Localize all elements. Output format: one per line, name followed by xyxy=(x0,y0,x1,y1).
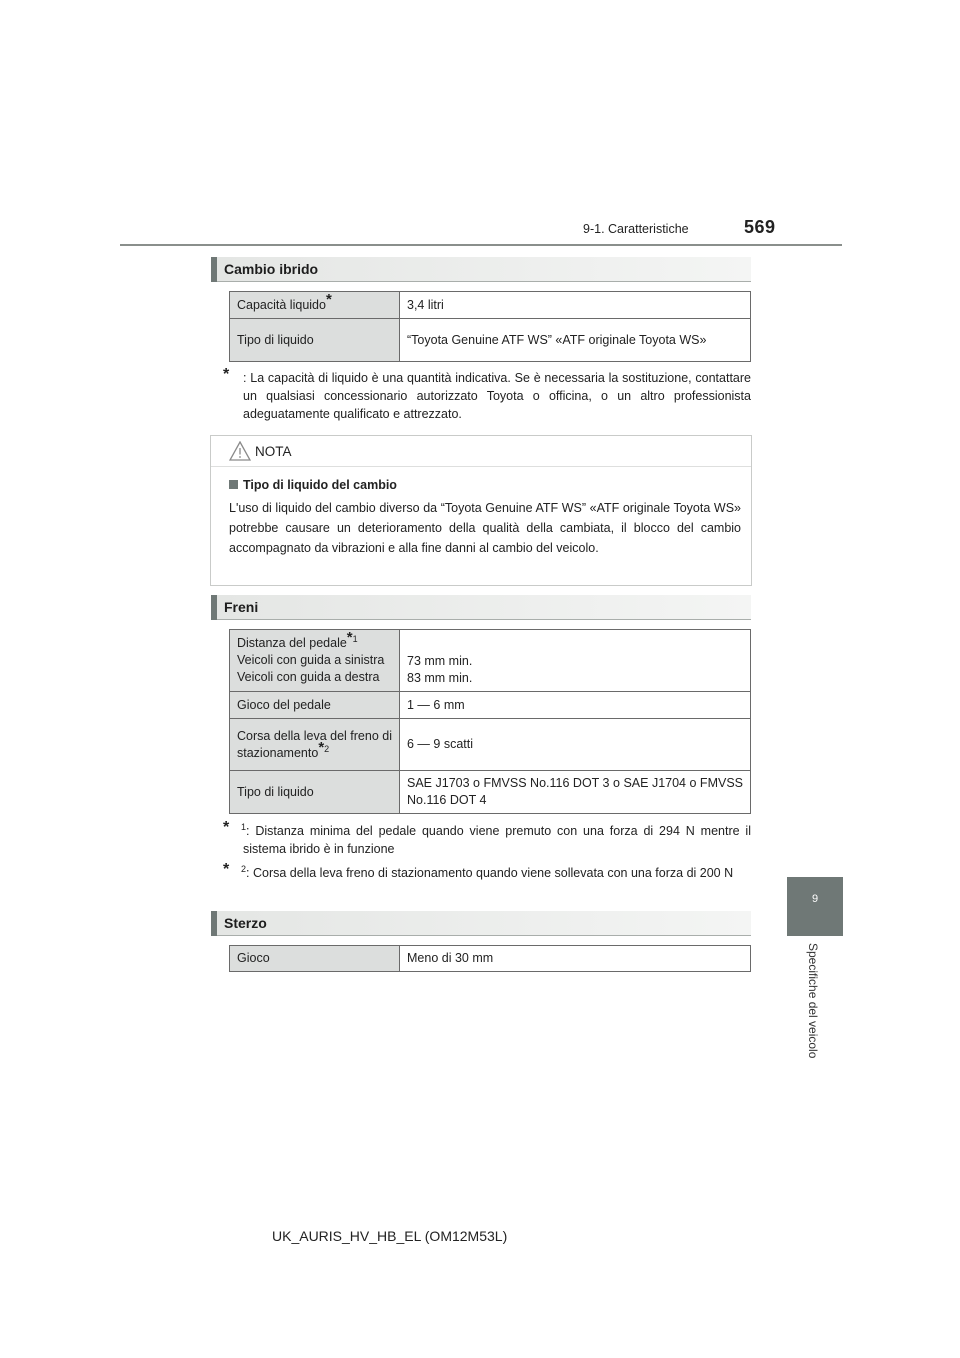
table-row xyxy=(230,692,751,719)
page-number: 569 xyxy=(744,217,776,237)
section-heading-sterzo xyxy=(211,911,751,936)
section-title-cambio: Cambio ibrido xyxy=(224,261,319,277)
footnote-cambio xyxy=(223,366,751,423)
chapter-number: 9 xyxy=(811,893,819,905)
footnote-text: : Distanza minima del pedale quando viene premuto con una forza di 294 N mentre il sistema ibrido è in funzione xyxy=(243,824,751,856)
table-key: Capacità liquido* xyxy=(230,292,400,319)
nota-box xyxy=(210,435,752,586)
footnote-text: : La capacità di liquido è una quantità indicativa. Se è necessaria la sostituzione, contattare un qualsiasi concessionario autorizzato Toyota o officina, o un altro professionista adeguatamente qualificato e attrezzato. xyxy=(243,371,751,421)
chapter-label: Specifiche del veicolo xyxy=(806,943,820,1059)
section-title-sterzo: Sterzo xyxy=(224,915,267,931)
footnote-freni-2: * $^2$: Corsa della leva freno di stazionamento quando viene sollevata con una forza di 200 N xyxy=(223,861,734,880)
table-value: 3,4 litri xyxy=(400,292,751,319)
table-key: Gioco del pedale xyxy=(230,692,400,719)
asterisk-mark: * xyxy=(223,861,230,878)
table-key: Distanza del pedale*$^1$ Veicoli con guida a sinistra Veicoli con guida a destra xyxy=(230,630,400,692)
footnote-text: : Corsa della leva freno di stazionamento quando viene sollevata con una forza di 200 N xyxy=(246,866,734,880)
table-row xyxy=(230,292,751,319)
section-marker xyxy=(211,911,217,936)
section-title-freni: Freni xyxy=(224,599,259,615)
asterisk-mark: * xyxy=(223,366,230,383)
table-value: SAE J1703 o FMVSS No.116 DOT 3 o SAE J1704 o FMVSS No.116 DOT 4 xyxy=(400,771,751,814)
section-heading-freni xyxy=(211,595,751,620)
table-cambio xyxy=(229,291,751,362)
table-row xyxy=(230,719,751,771)
table-row xyxy=(230,771,751,814)
table-row xyxy=(230,319,751,362)
asterisk-mark: * xyxy=(346,629,353,646)
asterisk-mark: * xyxy=(223,819,230,836)
table-key: Tipo di liquido xyxy=(230,319,400,362)
table-row xyxy=(230,630,751,692)
section-marker xyxy=(211,257,217,282)
section-marker xyxy=(211,595,217,620)
table-value: 6 — 9 scatti xyxy=(400,719,751,771)
section-heading-cambio xyxy=(211,257,751,282)
table-freni xyxy=(229,629,751,814)
table-sterzo xyxy=(229,945,751,972)
footnote-freni-1: * $^1$: Distanza minima del pedale quando viene premuto con una forza di 294 N mentre il sistema ibrido è in funzione xyxy=(223,819,751,856)
asterisk-mark: * xyxy=(325,290,332,308)
table-value: 1 — 6 mm xyxy=(400,692,751,719)
nota-subtitle: Tipo di liquido del cambio xyxy=(229,478,397,492)
nota-title: NOTA xyxy=(255,444,292,459)
document-code: UK_AURIS_HV_HB_EL (OM12M53L) xyxy=(272,1228,508,1244)
table-value: “Toyota Genuine ATF WS” «ATF originale Toyota WS» xyxy=(400,319,751,362)
header-rule xyxy=(120,244,842,246)
table-row xyxy=(230,946,751,972)
square-bullet-icon xyxy=(229,480,238,489)
warning-triangle-icon xyxy=(229,441,251,461)
nota-body: L'uso di liquido del cambio diverso da “Toyota Genuine ATF WS” «ATF originale Toyota WS» potrebbe causare un deterioramento della qualità della cambiata, il blocco del cambio accompagnato da vibrazioni e alla fine danni al cambio del veicolo. xyxy=(229,501,741,555)
table-key: Corsa della leva del freno di stazionamento*$^2$ xyxy=(230,719,400,771)
table-value: Meno di 30 mm xyxy=(400,946,751,972)
table-key: Tipo di liquido xyxy=(230,771,400,814)
nota-header xyxy=(211,436,751,467)
table-key: Gioco xyxy=(230,946,400,972)
table-value: 73 mm min. 83 mm min. xyxy=(400,630,751,692)
section-title: 9-1. Caratteristiche xyxy=(583,222,689,236)
asterisk-mark: * xyxy=(318,738,325,756)
chapter-tab xyxy=(787,877,843,936)
